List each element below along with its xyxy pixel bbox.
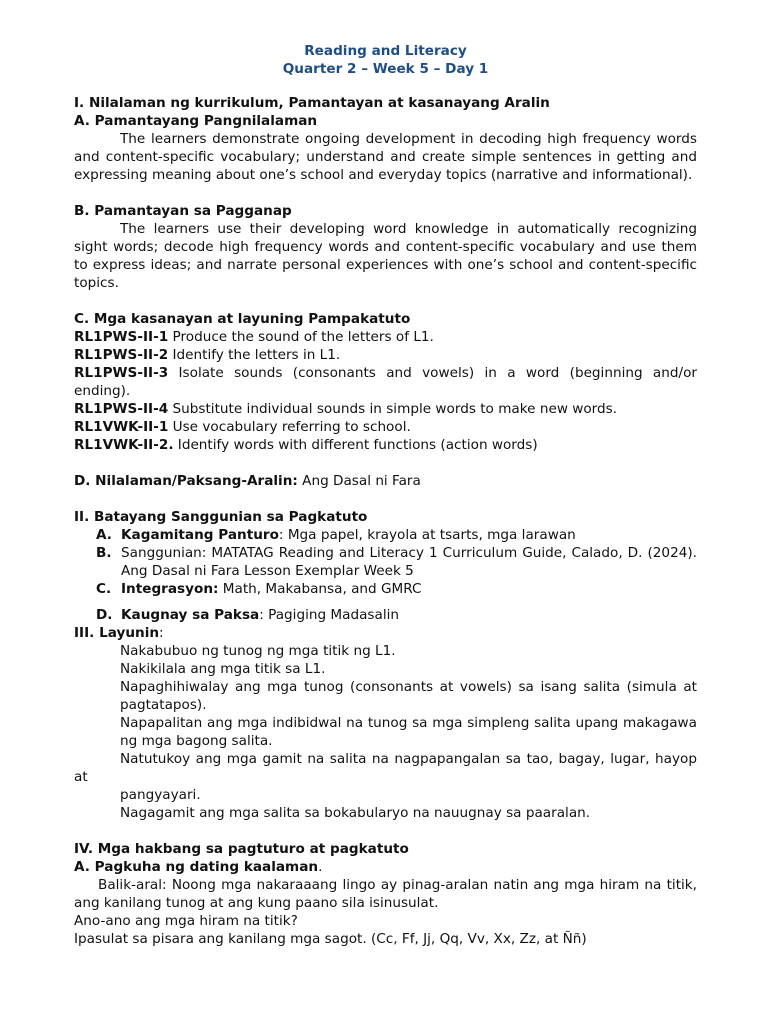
competency-item <box>74 364 697 400</box>
competency-item <box>74 328 697 346</box>
section-1c-heading: C. Mga kasanayan at layuning Pampakatuto <box>74 311 411 327</box>
item-letter: D. <box>96 607 113 623</box>
competency-code: RL1PWS-II-4 <box>74 401 169 417</box>
section-1-heading: I. Nilalaman ng kurrikulum, Pamantayan at kasanayang Aralin <box>74 95 550 111</box>
competency-item <box>74 346 697 364</box>
reference-item <box>74 526 697 544</box>
reference-item <box>74 580 697 598</box>
objective-item: Nakikilala ang mga titik sa L1. <box>120 661 326 677</box>
reference-item <box>74 606 697 624</box>
item-text: : Pagiging Madasalin <box>259 607 400 623</box>
reference-item <box>74 544 697 580</box>
objective-item: Nagagamit ang mga salita sa bokabularyo na nauugnay sa paaralan. <box>120 805 591 821</box>
objective-list <box>74 642 697 822</box>
item-label: Kagamitang Panturo <box>121 527 279 543</box>
item-label: Integrasyon: <box>121 581 219 597</box>
section-3-heading-line <box>74 624 697 642</box>
objective-item: Natutukoy ang mga gamit na salita na nagpapangalan sa tao, bagay, lugar, hayop at <box>74 751 697 785</box>
competency-item <box>74 400 697 418</box>
item-text: Math, Makabansa, and GMRC <box>218 581 422 597</box>
document-title: Reading and Literacy <box>304 43 467 59</box>
objective-continuation: pangyayari. <box>120 787 201 803</box>
review-question: Ano-ano ang mga hiram na titik? <box>74 913 298 929</box>
section-1d-value: Ang Dasal ni Fara <box>297 473 421 489</box>
competency-item <box>74 436 697 454</box>
competency-list <box>74 328 697 454</box>
item-text: Sanggunian: MATATAG Reading and Literacy 1 Curriculum Guide, Calado, D. (2024). Ang Dasal ni Fara Lesson Exemplar Week 5 <box>121 545 697 579</box>
section-1d-label: D. Nilalaman/Paksang-Aralin: <box>74 473 298 489</box>
section-1d-line <box>74 472 697 490</box>
competency-text: Produce the sound of the letters of L1. <box>168 329 434 345</box>
section-4a-line <box>74 858 697 876</box>
item-label: Kaugnay sa Paksa <box>121 607 260 623</box>
section-4a-heading: A. Pagkuha ng dating kaalaman <box>74 859 319 875</box>
content-standard-text: The learners demonstrate ongoing development in decoding high frequency words and content-specific vocabulary; understand and create simple sentences in getting and expressing meaning about one’s school and everyday topics (narrative and informational). <box>74 131 697 183</box>
competency-text: Identify words with different functions (action words) <box>173 437 538 453</box>
section-2-heading: II. Batayang Sanggunian sa Pagkatuto <box>74 509 368 525</box>
objective-item: Napapalitan ang mga indibidwal na tunog sa mga simpleng salita upang makagawa ng mga bagong salita. <box>120 715 697 749</box>
objective-item: Napaghihiwalay ang mga tunog (consonants at vowels) sa isang salita (simula at pagtatapos). <box>120 679 697 713</box>
section-4a-period: . <box>318 859 323 875</box>
performance-standard-text: The learners use their developing word knowledge in automatically recognizing sight words; decode high frequency words and content-specific vocabulary and use them to express ideas; and narrate personal experiences with one’s school and content-specific topics. <box>74 221 697 291</box>
objective-item: Nakabubuo ng tunog ng mga titik ng L1. <box>120 643 396 659</box>
review-text: Balik-aral: Noong mga nakaraaang lingo ay pinag-aralan natin ang mga hiram na titik, ang kanilang tunog at ang kung paano sila isinusulat. <box>74 877 697 911</box>
competency-text: Identify the letters in L1. <box>168 347 341 363</box>
competency-text: Isolate sounds (consonants and vowels) in a word (beginning and/or ending). <box>74 365 697 399</box>
competency-code: RL1VWK-II-2. <box>74 437 174 453</box>
section-1a-heading: A. Pamantayang Pangnilalaman <box>74 113 318 129</box>
document-subtitle: Quarter 2 – Week 5 – Day 1 <box>282 61 489 77</box>
competency-code: RL1VWK-II-1 <box>74 419 169 435</box>
item-text: : Mga papel, krayola at tsarts, mga larawan <box>278 527 576 543</box>
competency-text: Substitute individual sounds in simple words to make new words. <box>168 401 618 417</box>
section-3-colon: : <box>159 625 164 641</box>
competency-code: RL1PWS-II-2 <box>74 347 169 363</box>
item-letter: B. <box>96 545 112 561</box>
section-1b-heading: B. Pamantayan sa Pagganap <box>74 203 292 219</box>
section-3-heading: III. Layunin <box>74 625 160 641</box>
item-letter: C. <box>96 581 112 597</box>
section-4-heading: IV. Mga hakbang sa pagtuturo at pagkatuto <box>74 841 409 857</box>
competency-text: Use vocabulary referring to school. <box>168 419 411 435</box>
competency-code: RL1PWS-II-3 <box>74 365 169 381</box>
item-letter: A. <box>96 527 112 543</box>
competency-item <box>74 418 697 436</box>
review-instruction: Ipasulat sa pisara ang kanilang mga sagot. (Cc, Ff, Jj, Qq, Vv, Xx, Zz, at Ññ) <box>74 931 587 947</box>
competency-code: RL1PWS-II-1 <box>74 329 169 345</box>
lesson-document <box>74 42 697 948</box>
